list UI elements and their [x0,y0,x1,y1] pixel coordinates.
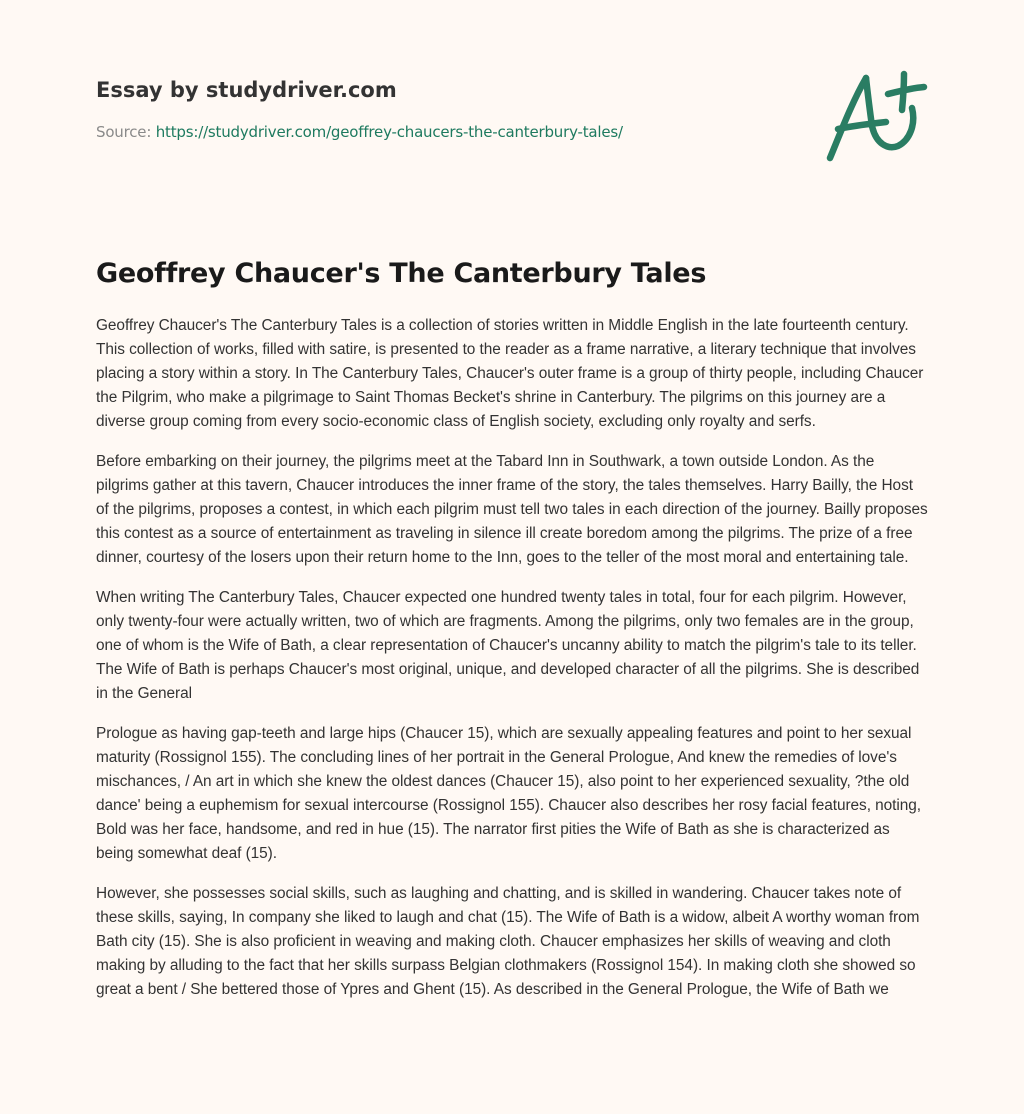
article-body [96,314,928,1018]
article-paragraph: Prologue as having gap-teeth and large hips (Chaucer 15), which are sexually appealing features and point to her sexual maturity (Rossignol 155). The concluding lines of her portrait in the General Prologue, And knew the remedies of love's mischances, / An art in which she knew the oldest dances (Chaucer 15), also point to her experienced sexuality, ?the old dance' being a euphemism for sexual intercourse (Rossignol 155). Chaucer also describes her rosy facial features, noting, Bold was her face, handsome, and red in hue (15). The narrator first pities the Wife of Bath as she is characterized as being somewhat deaf (15). [96,725,922,862]
a-plus-grade-icon [822,66,930,166]
article-title: Geoffrey Chaucer's The Canterbury Tales [96,258,707,289]
article-paragraph: The Wife of Bath is perhaps Chaucer's most original, unique, and developed character of all the pilgrims. She is described in the General [96,661,920,702]
source-label: Source: [96,123,156,141]
brand-title: Essay by studydriver.com [96,78,397,102]
source-line [96,122,796,142]
site-header [96,74,796,142]
article-paragraph: Before embarking on their journey, the pilgrims meet at the Tabard Inn in Southwark, a town outside London. As the pilgrims gather at this tavern, Chaucer introduces the inner frame of the story, the tales themselves. Harry Bailly, the Host of the pilgrims, proposes a contest, in which each pilgrim must tell two tales in each direction of the journey. Bailly proposes this contest as a source of entertainment as traveling in silence ill create boredom among the pilgrims. The prize of a free dinner, courtesy of the losers upon their return home to the Inn, goes to the teller of the most moral and entertaining tale. [96,453,928,566]
article-paragraph: However, she possesses social skills, such as laughing and chatting, and is skilled in wandering. Chaucer takes note of these skills, saying, In company she liked to laugh and chat (15). The Wife of Bath is a widow, albeit A worthy woman from Bath city (15). She is also proficient in weaving and making cloth. Chaucer emphasizes her skills of weaving and cloth making by alluding to the fact that her skills surpass Belgian clothmakers (Rossignol 154). In making cloth she showed so great a bent / She bettered those of Ypres and Ghent (15). As described in the General Prologue, the Wife of Bath we [96,885,920,998]
article-paragraph: Geoffrey Chaucer's The Canterbury Tales is a collection of stories written in Middle English in the late fourteenth century. This collection of works, filled with satire, is presented to the reader as a frame narrative, a literary technique that involves placing a story within a story. In The Canterbury Tales, Chaucer's outer frame is a group of thirty people, including Chaucer the Pilgrim, who make a pilgrimage to Saint Thomas Becket's shrine in Canterbury. The pilgrims on this journey are a diverse group coming from every socio-economic class of English society, excluding only royalty and serfs. [96,317,924,430]
article-paragraph: When writing The Canterbury Tales, Chaucer expected one hundred twenty tales in total, four for each pilgrim. However, only twenty-four were actually written, two of which are fragments. Among the pilgrims, only two females are in the group, one of whom is the Wife of Bath, a clear representation of Chaucer's uncanny ability to match the pilgrim's tale to its teller. [96,589,917,654]
source-link[interactable]: https://studydriver.com/geoffrey-chaucers-the-canterbury-tales/ [155,123,623,141]
